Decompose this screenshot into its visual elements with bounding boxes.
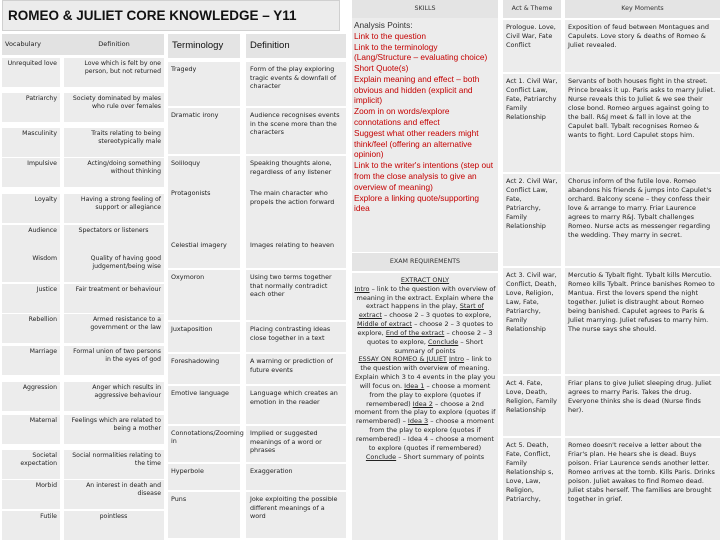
vocab-row: [2, 158, 164, 187]
extract-only-label: EXTRACT ONLY: [400, 276, 450, 284]
terminology-definition: Exaggeration: [246, 464, 346, 490]
act-row: [503, 376, 720, 436]
terminology-term: Oxymoron: [168, 270, 240, 320]
terminology-definition: Audience recognises events in the scene more than the characters: [246, 108, 346, 154]
terminology-definition: Images relating to heaven: [246, 238, 346, 268]
terminology-row: [168, 322, 346, 352]
key-moment: Mercutio & Tybalt fight. Tybalt kills Mercutio. Romeo kills Tybalt. Prince banishes Romeo to Mantua. First the lovers spend the night together. Juliet is distraught about Romeo being banished. Capulet agrees to Paris & Juliet marrying. Juliet refuses to marry him. The nurse says she should.: [565, 268, 720, 374]
key-moment: Servants of both houses fight in the street. Prince breaks it up. Paris asks to marry Juliet. Nurse reveals this to Juliet & we see their close bond. Romeo argues against going to the ball. R&J meet & fall in love at the Capulet ball. Tybalt recognises Romeo & wants to fight. Lord Capulet stops him.: [565, 74, 720, 172]
conclude-label: Conclude: [428, 337, 459, 346]
vocab-row: [2, 382, 164, 411]
act-theme: Prologue. Love, Civil War, Fate Conflict: [503, 20, 561, 72]
terminology-term: Tragedy: [168, 62, 240, 106]
terminology-definition: Speaking thoughts alone, regardless of any listener: [246, 156, 346, 194]
vocab-term: Unrequited love: [2, 58, 60, 87]
act-theme: Act 4. Fate, Love, Death, Religion, Family Relationship: [503, 376, 561, 436]
intro-text: – link to the question with overview of meaning in the extract. Explain where the extract happens in the play,: [356, 284, 496, 311]
terminology-row: [168, 464, 346, 490]
end-text: – choose 2 – 3 quotes to explore,: [366, 328, 493, 346]
key-moment: Romeo doesn't receive a letter about the Friar's plan. He hears she is dead. Buys poison. Friar Laurence sends another letter. Romeo arrives at the tomb. Kills Paris. Drinks poison. Juliet awakes to find Romeo dead. Juliet stabs herself. The families are brought together in grief.: [565, 438, 720, 540]
vocab-definition: An interest in death and disease: [64, 480, 164, 509]
vocab-row: [2, 284, 164, 313]
vocab-row: [2, 58, 164, 87]
terminology-term: Soliloquy: [168, 156, 240, 194]
key-moment: Exposition of feud between Montagues and Capulets. Love story & deaths of Romeo & Juliet revealed.: [565, 20, 720, 72]
vocab-term: Societal expectation: [2, 450, 60, 479]
middle-label: Middle of extract: [357, 320, 412, 329]
vocab-term: Wisdom: [2, 253, 60, 282]
vocab-row: [2, 93, 164, 122]
analysis-point: Link to the writer's intentions (step out from the close analysis to give an overview of meaning): [354, 160, 494, 192]
vocabulary-header: Vocabulary: [2, 34, 64, 55]
terminology-term: Emotive language: [168, 386, 240, 424]
vocab-term: Marriage: [2, 346, 60, 375]
analysis-points: [352, 18, 498, 252]
vocab-definition: Having a strong feeling of support or allegiance: [64, 194, 164, 223]
terminology-row: [168, 108, 346, 154]
vocab-row: [2, 314, 164, 343]
vocab-row: [2, 415, 164, 444]
terminology-term: Protagonists: [168, 186, 240, 238]
vocab-definition: Fair treatment or behaviour: [64, 284, 164, 313]
vocab-row: [2, 480, 164, 509]
terminology-row: [168, 492, 346, 538]
idea3-text: – choose a moment from the play to explore (quotes if remembered) – Idea 4 – choose a moment to explore (quotes if remembered): [356, 417, 494, 452]
vocab-term: Futile: [2, 511, 60, 540]
analysis-points-heading: Analysis Points:: [354, 20, 413, 30]
terminology-term: Dramatic irony: [168, 108, 240, 154]
vocab-definition: Love which is felt by one person, but not returned: [64, 58, 164, 87]
terminology-definition: The main character who propels the action forward: [246, 186, 346, 238]
acts-table: [503, 0, 720, 540]
analysis-point: Explain meaning and effect – both obvious and hidden (explicit and implicit): [354, 73, 480, 106]
start-text: – choose 2 – 3 quotes to explore,: [383, 311, 492, 320]
essay-label: ESSAY ON ROMEO & JULIET: [358, 355, 447, 364]
terminology-definition: Placing contrasting ideas close together in a text: [246, 322, 346, 352]
act-row: [503, 74, 720, 172]
vocab-row: [2, 346, 164, 375]
terminology-term: Hyperbole: [168, 464, 240, 490]
terminology-definition: Joke exploiting the possible different meanings of a word: [246, 492, 346, 538]
vocab-term: Maternal: [2, 415, 60, 444]
terminology-term: Celestial imagery: [168, 238, 240, 268]
vocab-definition: pointless: [64, 511, 164, 540]
page-title: ROMEO & JULIET CORE KNOWLEDGE – Y11: [2, 0, 340, 31]
key-moment: Friar plans to give Juliet sleeping drug. Juliet agrees to marry Paris. Takes the drug. Everyone thinks she is dead (Nurse finds her).: [565, 376, 720, 436]
act-theme: Act 5. Death, Fate, Conflict, Family Relationship s, Love, Law, Religion, Patriarchy,: [503, 438, 561, 540]
vocab-definition: Anger which results in aggressive behaviour: [64, 382, 164, 411]
idea1-text: – choose a moment from the play to explore (quotes if remembered): [366, 381, 491, 408]
essay-intro-label: Intro: [448, 355, 465, 364]
vocab-row: [2, 128, 164, 157]
analysis-point: Short Quote(s): [354, 63, 409, 74]
analysis-point: Explore a linking quote/supporting idea: [354, 192, 479, 214]
vocab-term: Audience: [2, 225, 60, 254]
vocab-term: Justice: [2, 284, 60, 313]
vocab-term: Patriarchy: [2, 93, 60, 122]
act-theme-header: Act & Theme: [503, 0, 561, 18]
terminology-row: [168, 426, 346, 462]
vocab-definition: Traits relating to being stereotypically male: [64, 128, 164, 157]
terminology-definition: A warning or prediction of future events: [246, 354, 346, 384]
act-row: [503, 268, 720, 374]
terminology-definition: Using two terms together that normally contradict each other: [246, 270, 346, 320]
terminology-term: Juxtaposition: [168, 322, 240, 352]
vocab-definition: Social normalities relating to the time: [64, 450, 164, 479]
terminology-header: Terminology: [168, 34, 240, 58]
vocab-definition: Society dominated by males who rule over females: [64, 93, 164, 122]
vocab-term: Impulsive: [2, 158, 60, 187]
analysis-point: Link to the terminology (Lang/Structure – evaluating choice): [354, 41, 488, 63]
analysis-point: Suggest what other readers might think/feel (offering an alternative opinion): [354, 127, 479, 160]
vocab-row: [2, 194, 164, 223]
vocab-row: [2, 253, 164, 282]
essay-intro-text: – link to the question with overview of meaning. Explain which 3 to 4 events in the play you will focus on.: [354, 355, 496, 390]
vocab-term: Masculinity: [2, 128, 60, 157]
skills-panel: [352, 0, 498, 540]
essay-conclude-text: – Short summary of points: [398, 452, 485, 461]
start-label: Start of extract: [358, 302, 484, 320]
act-theme: Act 1. Civil War, Conflict Law, Fate, Patriarchy Family Relationship: [503, 74, 561, 172]
vocab-row: [2, 225, 164, 254]
vocab-definition: Quality of having good judgement/being wise: [64, 253, 164, 282]
terminology-row: [168, 62, 346, 106]
key-moments-header: Key Moments: [565, 0, 720, 18]
conclude-text: – Short summary of points: [394, 337, 484, 355]
vocab-row: [2, 450, 164, 479]
vocabulary-table: [2, 34, 164, 540]
terminology-term: Puns: [168, 492, 240, 538]
act-theme: Act 2. Civil War, Conflict Law, Fate, Patriarchy, Family Relationship: [503, 174, 561, 266]
exam-requirements: [352, 273, 498, 540]
terminology-row: [168, 238, 346, 268]
idea1-label: Idea 1: [404, 381, 425, 390]
terminology-row: [168, 270, 346, 320]
vocab-definition: Formal union of two persons in the eyes of god: [64, 346, 164, 375]
analysis-point: Zoom in on words/explore connotations and effect: [354, 106, 450, 128]
vocab-term: Loyalty: [2, 194, 60, 223]
vocab-definition: Feelings which are related to being a mother: [64, 415, 164, 444]
terminology-row: [168, 354, 346, 384]
end-label: End of the extract: [385, 328, 445, 337]
essay-conclude-label: Conclude: [365, 452, 397, 461]
analysis-point: Link to the question: [354, 30, 426, 41]
act-row: [503, 174, 720, 266]
middle-text: – choose 2 – 3 quotes to explore,: [357, 320, 493, 337]
act-row: [503, 438, 720, 540]
act-row: [503, 20, 720, 72]
idea3-label: Idea 3: [407, 417, 429, 426]
skills-header: SKILLS: [352, 0, 498, 18]
terminology-table: [168, 34, 346, 540]
terminology-definition: Implied or suggested meanings of a word or phrases: [246, 426, 346, 462]
terminology-definition-header: Definition: [246, 34, 346, 58]
terminology-definition: Language which creates an emotion in the reader: [246, 386, 346, 424]
key-moment: Chorus inform of the futile love. Romeo abandons his friends & jumps into Capulet's orchard. Balcony scene – they confess their love & arrange to marry. Friar Laurence agrees to marry R&J. Tybalt challenges Romeo. Nurse acts as messenger regarding the wedding. They marry in secret.: [565, 174, 720, 266]
vocab-definition: Spectators or listeners: [64, 225, 164, 254]
vocab-term: Morbid: [2, 480, 60, 509]
exam-requirements-header: EXAM REQUIREMENTS: [352, 253, 498, 271]
terminology-row: [168, 186, 346, 238]
vocab-row: [2, 511, 164, 540]
terminology-term: Foreshadowing: [168, 354, 240, 384]
terminology-definition: Form of the play exploring tragic events & downfall of character: [246, 62, 346, 106]
vocab-term: Aggression: [2, 382, 60, 411]
vocabulary-definition-header: Definition: [64, 34, 164, 55]
intro-label: Intro: [354, 284, 370, 293]
terminology-row: [168, 386, 346, 424]
idea2-text: – choose a 2nd moment from the play to explore (quotes if remembered) –: [354, 399, 496, 426]
vocab-term: Rebellion: [2, 314, 60, 343]
terminology-term: Connotations/Zooming in: [168, 426, 240, 462]
vocab-definition: Acting/doing something without thinking: [64, 158, 164, 187]
vocab-definition: Armed resistance to a government or the law: [64, 314, 164, 343]
act-theme: Act 3. Civil war, Conflict, Death, Love, Religion, Law, Fate, Patriarchy, Family Relationship: [503, 268, 561, 374]
idea2-label: Idea 2: [412, 399, 433, 408]
